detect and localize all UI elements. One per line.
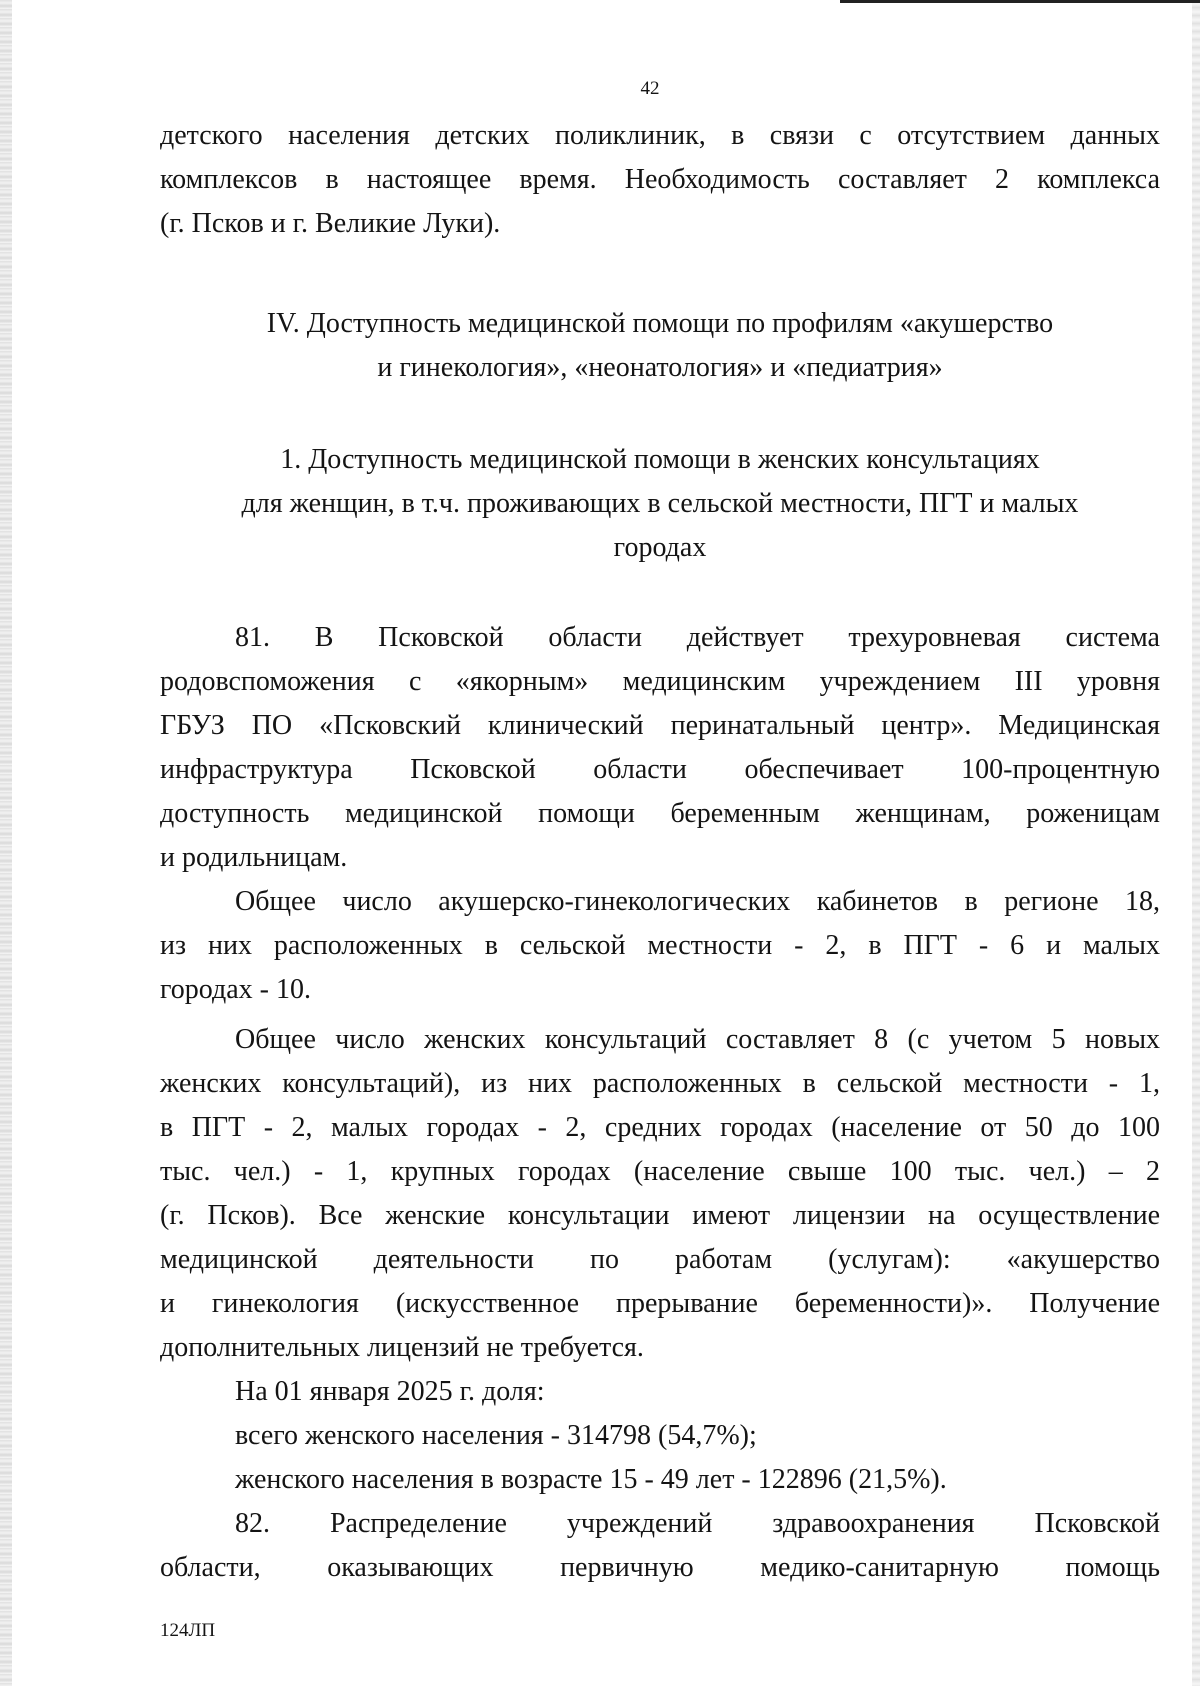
heading-line: для женщин, в т.ч. проживающих в сельской местности, ПГТ и малых — [241, 488, 1079, 519]
text-line: детского населения детских поликлиник, в связи с отсутствием данных — [160, 120, 1160, 151]
population-share-list — [160, 1370, 1160, 1502]
text-line: 82. Распределение учреждений здравоохранения Псковской — [235, 1508, 1160, 1539]
text-line: области, оказывающих первичную медико-санитарную помощь — [160, 1552, 1160, 1583]
scan-edge-left — [0, 0, 12, 1686]
text-line: медицинской деятельности по работам (услугам): «акушерство — [160, 1244, 1160, 1275]
paragraph-cabinets — [160, 880, 1160, 968]
section-heading — [160, 302, 1160, 390]
text-line: дополнительных лицензий не требуется. — [160, 1332, 644, 1363]
text-line: женского населения в возрасте 15 - 49 лет - 122896 (21,5%). — [235, 1464, 947, 1495]
top-rule — [840, 0, 1200, 3]
document-code: 124ЛП — [160, 1620, 216, 1641]
text-line: городах - 10. — [160, 974, 311, 1005]
heading-line: и гинекология», «неонатология» и «педиатрия» — [377, 352, 943, 383]
text-line: из них расположенных в сельской местности - 2, в ПГТ - 6 и малых — [160, 930, 1160, 961]
heading-line: IV. Доступность медицинской помощи по профилям «акушерство — [266, 308, 1054, 339]
heading-line: городах — [613, 532, 707, 563]
subsection-heading — [160, 438, 1160, 570]
text-line: родовспоможения с «якорным» медицинским учреждением III уровня — [160, 666, 1160, 697]
paragraph-consultations-last — [160, 1326, 1160, 1370]
intro-paragraph — [160, 114, 1160, 202]
text-line: Общее число женских консультаций составляет 8 (с учетом 5 новых — [235, 1024, 1160, 1055]
text-line: в ПГТ - 2, малых городах - 2, средних городах (население от 50 до 100 — [160, 1112, 1160, 1143]
text-line: На 01 января 2025 г. доля: — [235, 1376, 545, 1407]
text-line: и гинекология (искусственное прерывание беременности)». Получение — [160, 1288, 1160, 1319]
text-line: инфраструктура Псковской области обеспечивает 100-процентную — [160, 754, 1160, 785]
text-line: (г. Псков и г. Великие Луки). — [160, 208, 501, 239]
text-line: (г. Псков). Все женские консультации имеют лицензии на осуществление — [160, 1200, 1160, 1231]
paragraph-82 — [160, 1502, 1160, 1590]
page-number: 42 — [640, 78, 660, 99]
text-line: комплексов в настоящее время. Необходимость составляет 2 комплекса — [160, 164, 1160, 195]
text-line: доступность медицинской помощи беременным женщинам, роженицам — [160, 798, 1160, 829]
text-line: 81. В Псковской области действует трехуровневая система — [235, 622, 1160, 653]
text-line: Общее число акушерско-гинекологических кабинетов в регионе 18, — [235, 886, 1160, 917]
text-line: тыс. чел.) - 1, крупных городах (население свыше 100 тыс. чел.) – 2 — [160, 1156, 1160, 1187]
text-line: и родильницам. — [160, 842, 348, 873]
text-line: ГБУЗ ПО «Псковский клинический перинатальный центр». Медицинская — [160, 710, 1160, 741]
paragraph-81 — [160, 616, 1160, 836]
paragraph-consultations — [160, 1018, 1160, 1326]
scan-edge-right — [1192, 0, 1200, 1686]
text-line: женских консультаций), из них расположенных в сельской местности - 1, — [160, 1068, 1160, 1099]
paragraph-cabinets-last — [160, 968, 1160, 1012]
paragraph-81-last — [160, 836, 1160, 880]
heading-line: 1. Доступность медицинской помощи в женских консультациях — [280, 444, 1040, 475]
text-line: всего женского населения - 314798 (54,7%); — [235, 1420, 757, 1451]
intro-paragraph-last — [160, 202, 1160, 246]
